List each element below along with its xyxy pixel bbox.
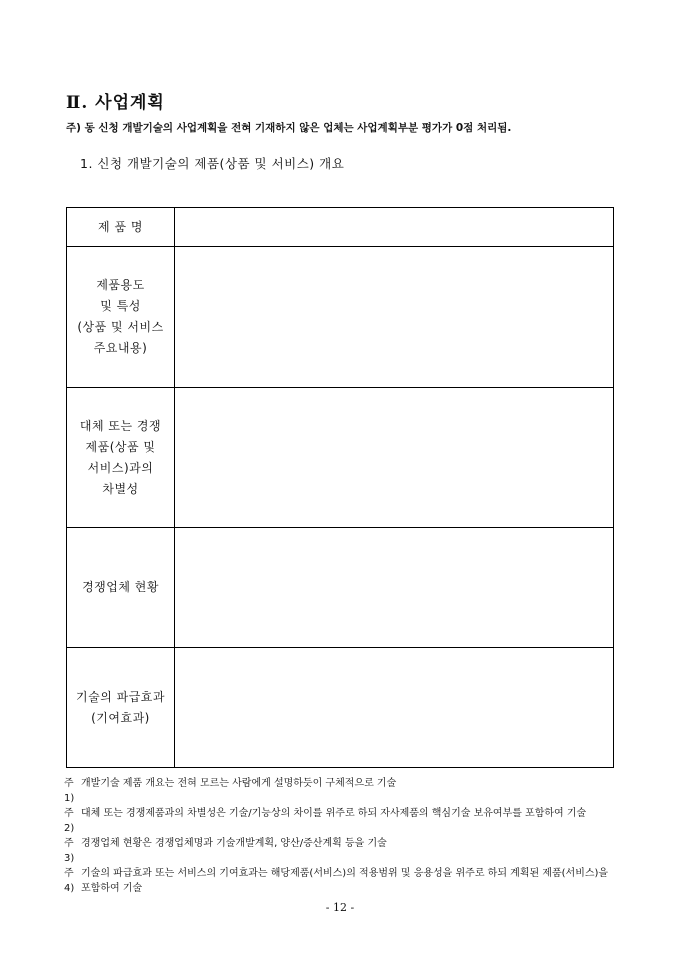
section-title: Ⅱ. 사업계획	[66, 93, 165, 113]
table-row-competitors	[67, 528, 614, 648]
input-competitors[interactable]	[175, 528, 614, 648]
input-product-name[interactable]	[175, 208, 614, 247]
footnote-2	[64, 806, 620, 836]
footnote-text: 경쟁업체 현황은 경쟁업체명과 기술개발계획, 양산/증산계획 등을 기술	[81, 838, 387, 849]
footnote-mark: 주2)	[64, 808, 75, 834]
table-row-product-usage	[67, 247, 614, 388]
subheading-product-overview: 1. 신청 개발기술의 제품(상품 및 서비스) 개요	[80, 156, 345, 171]
label-product-name: 제 품 명	[67, 208, 175, 247]
table-row-product-name	[67, 208, 614, 247]
label-competitors: 경쟁업체 현황	[67, 528, 175, 648]
label-differentiation: 대체 또는 경쟁 제품(상품 및 서비스)과의 차별성	[67, 388, 175, 528]
label-product-usage: 제품용도 및 특성 (상품 및 서비스 주요내용)	[67, 247, 175, 388]
input-ripple-effect[interactable]	[175, 648, 614, 768]
input-differentiation[interactable]	[175, 388, 614, 528]
footnote-1	[64, 776, 620, 806]
footnote-text: 기술의 파급효과 또는 서비스의 기여효과는 해당제품(서비스)의 적용범위 및 응용성을 위주로 하되 계획된 제품(서비스)을 포함하여 기술	[81, 868, 609, 894]
table-row-differentiation	[67, 388, 614, 528]
footnote-4	[64, 866, 620, 896]
table-row-ripple-effect	[67, 648, 614, 768]
footnote-mark: 주1)	[64, 778, 75, 804]
footnote-3	[64, 836, 620, 866]
product-overview-table	[66, 207, 614, 768]
page-number: - 12 -	[325, 901, 355, 914]
footnote-mark: 주3)	[64, 838, 75, 864]
footnote-text: 대체 또는 경쟁제품과의 차별성은 기술/기능상의 차이를 위주로 하되 자사제품의 핵심기술 보유여부를 포함하여 기술	[81, 808, 587, 819]
input-product-usage[interactable]	[175, 247, 614, 388]
evaluation-note: 주) 동 신청 개발기술의 사업계획을 전혀 기재하지 않은 업체는 사업계획부분 평가가 0점 처리됨.	[66, 122, 512, 134]
footnote-text: 개발기술 제품 개요는 전혀 모르는 사람에게 설명하듯이 구체적으로 기술	[81, 778, 397, 789]
footnote-mark: 주4)	[64, 868, 75, 894]
footnotes	[64, 776, 620, 896]
label-ripple-effect: 기술의 파급효과 (기여효과)	[67, 648, 175, 768]
